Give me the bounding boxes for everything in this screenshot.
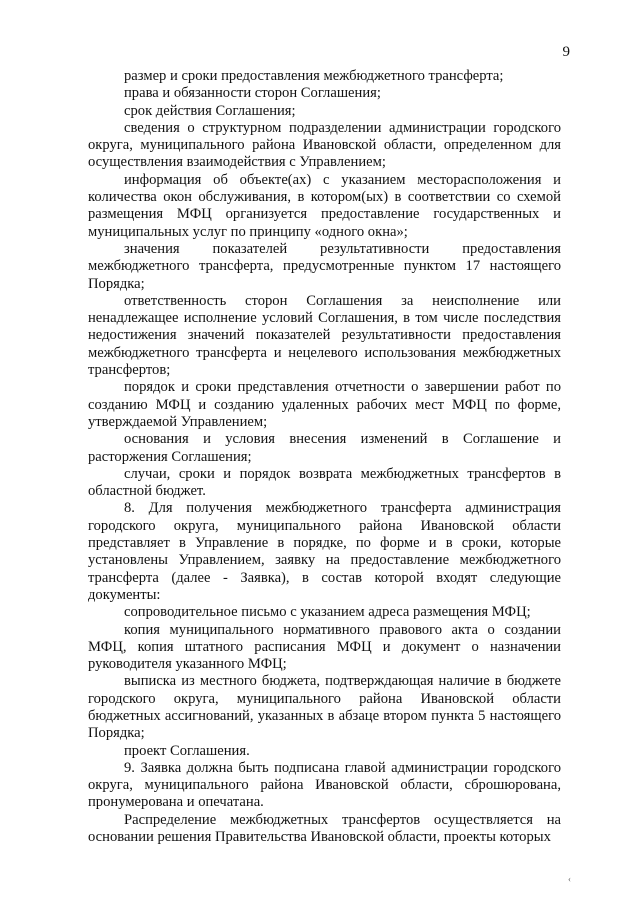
paragraph: информация об объекте(ах) с указанием месторасположения и количества окон обслуживания, в котором(ых) в соответствии со схемой размещения МФЦ организуется предоставление государственных и муниципальных услуг по принципу «одного окна»; — [88, 171, 561, 240]
paragraph-section-8: 8. Для получения межбюджетного трансферта администрация городского округа, муниципального района Ивановской области представляет в Управление в порядке, по форме и в сроки, которые установлены Управлением, заявку на предоставление межбюджетного трансферта (далее - Заявка), в состав которой входят следующие документы: — [88, 500, 561, 603]
paragraph: копия муниципального нормативного правового акта о создании МФЦ, копия штатного расписания МФЦ и документ о назначении руководителя указанного МФЦ; — [88, 621, 561, 673]
paragraph: значения показателей результативности предоставления межбюджетного трансферта, предусмотренные пунктом 17 настоящего Порядка; — [88, 240, 561, 292]
paragraph: размер и сроки предоставления межбюджетного трансферта; — [124, 68, 504, 84]
paragraph: выписка из местного бюджета, подтверждающая наличие в бюджете городского округа, муниципального района Ивановской области бюджетных ассигнований, указанных в абзаце втором пункта 5 настоящего Порядка; — [88, 673, 561, 742]
paragraph: срок действия Соглашения; — [124, 102, 296, 119]
paragraph-section-9: 9. Заявка должна быть подписана главой администрации городского округа, муниципального района Ивановской области, сброшюрована, пронумерована и опечатана. — [88, 759, 561, 811]
paragraph: Распределение межбюджетных трансфертов осуществляется на основании решения Правительства Ивановской области, проекты которых — [88, 811, 561, 846]
paragraph: права и обязанности сторон Соглашения; — [124, 85, 381, 102]
corner-mark: ‹ — [568, 874, 571, 884]
page-number: 9 — [562, 44, 570, 60]
paragraph: проект Соглашения. — [124, 742, 250, 759]
paragraph: основания и условия внесения изменений в Соглашение и расторжения Соглашения; — [88, 431, 561, 465]
paragraph: ответственность сторон Соглашения за неисполнение или ненадлежащее исполнение условий Соглашения, в том числе последствия недостижения значений показателей результативности предоставления межбюджетного трансферта и нецелевого использования межбюджетных трансфертов; — [88, 292, 561, 379]
paragraph: сведения о структурном подразделении администрации городского округа, муниципального района Ивановской области, определенном для осуществления взаимодействия с Управлением; — [88, 119, 561, 171]
paragraph: случаи, сроки и порядок возврата межбюджетных трансфертов в областной бюджет. — [88, 465, 561, 500]
paragraph: порядок и сроки представления отчетности о завершении работ по созданию МФЦ и созданию удаленных рабочих мест МФЦ по форме, утверждаемой Управлением; — [88, 379, 561, 430]
paragraph: сопроводительное письмо с указанием адреса размещения МФЦ; — [124, 604, 531, 621]
document-body — [88, 68, 561, 846]
